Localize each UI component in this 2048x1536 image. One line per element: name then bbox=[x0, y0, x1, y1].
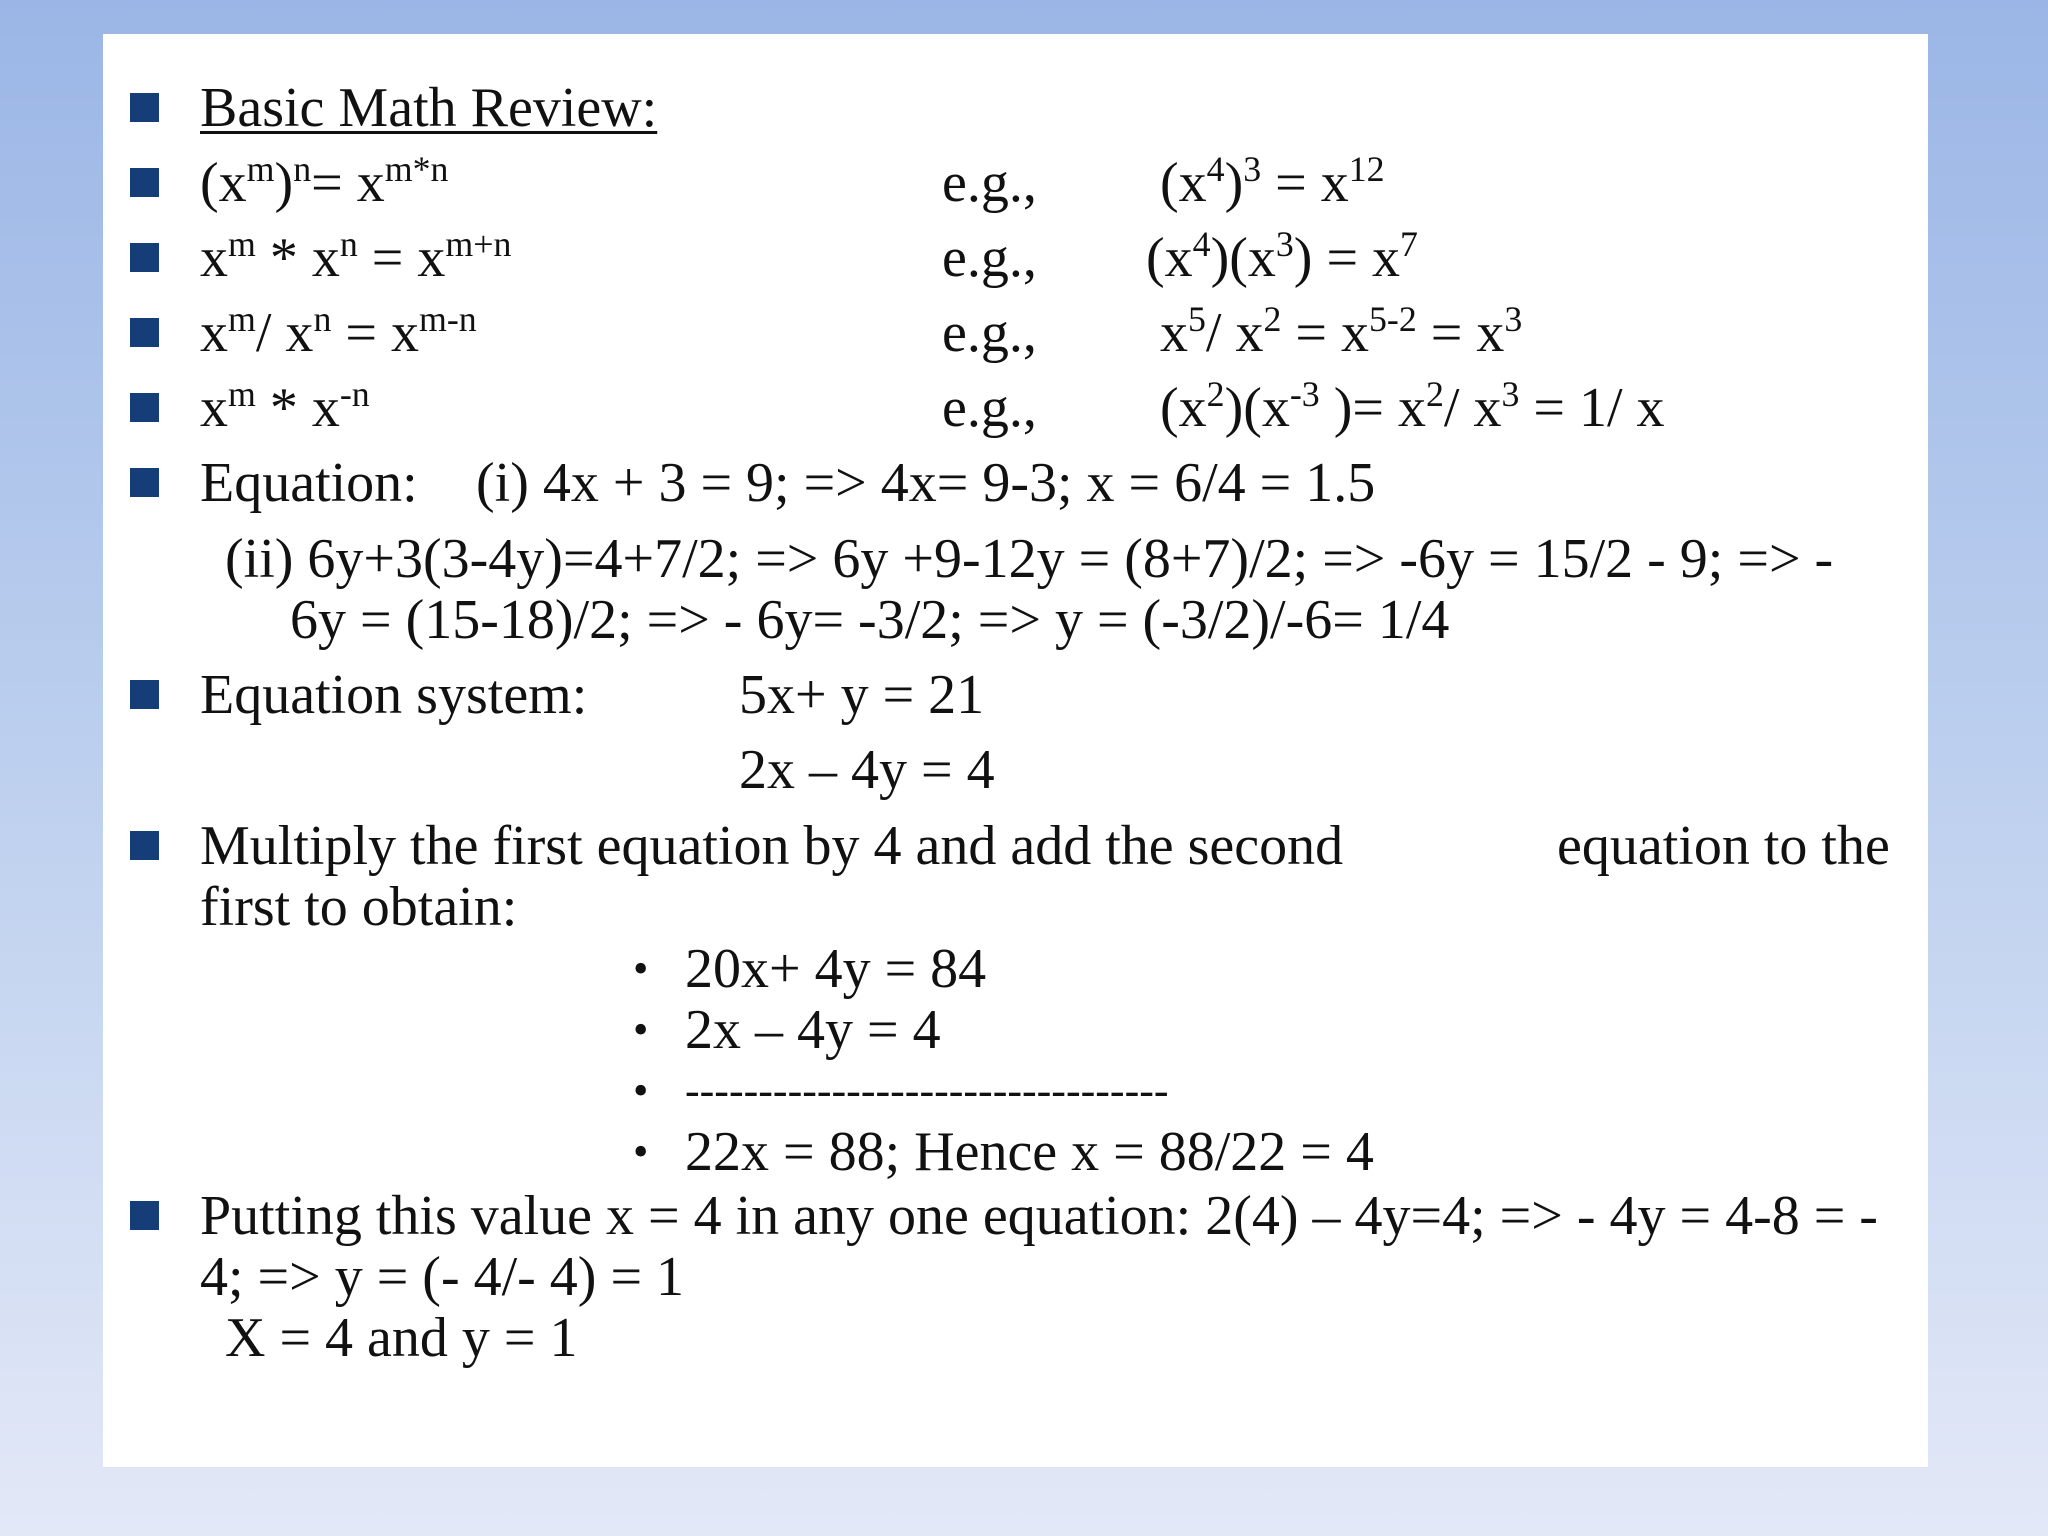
step-text: 2x – 4y = 4 bbox=[685, 999, 941, 1061]
bullet-square bbox=[130, 468, 159, 497]
rule-eg: e.g., bbox=[942, 227, 1037, 289]
equation-part1: (i) 4x + 3 = 9; => 4x= 9-3; x = 6/4 = 1.5 bbox=[476, 452, 1376, 514]
rule-example: $(x^2)(x^{-3}$ )= $x^2/$ $x^3 = 1/$ x bbox=[1160, 374, 1665, 439]
equation-label: Equation: bbox=[200, 452, 418, 514]
step-bullet: • bbox=[633, 944, 649, 993]
rule-lhs: $(x^m)^n= x^{m*n}$ bbox=[200, 149, 449, 214]
multiply-text-b: equation to the bbox=[1557, 815, 1890, 877]
bullet-square bbox=[130, 393, 159, 422]
rule-eg: e.g., bbox=[942, 377, 1037, 439]
bullet-square bbox=[130, 680, 159, 709]
putting-line3: X = 4 and y = 1 bbox=[225, 1307, 578, 1369]
bullet-square bbox=[130, 318, 159, 347]
equation-part2-line1: (ii) 6y+3(3-4y)=4+7/2; => 6y +9-12y = (8+7)/2; => -6y = 15/2 - 9; => - bbox=[225, 528, 1834, 590]
step-text: 22x = 88; Hence x = 88/22 = 4 bbox=[685, 1121, 1374, 1183]
bullet-square bbox=[130, 93, 159, 122]
slide-title: Basic Math Review: bbox=[200, 77, 658, 139]
bullet-square bbox=[130, 831, 159, 860]
step-bullet: • bbox=[633, 1066, 649, 1115]
step-bullet: • bbox=[633, 1005, 649, 1054]
system-eq2: 2x – 4y = 4 bbox=[739, 739, 995, 801]
rule-lhs: $x^m * x^{-n}$ bbox=[200, 374, 370, 439]
step-divider: --------------------------------- bbox=[685, 1066, 1169, 1115]
rule-eg: e.g., bbox=[942, 302, 1037, 364]
putting-line2: 4; => y = (- 4/- 4) = 1 bbox=[200, 1246, 685, 1308]
rule-example: $x^5/$ $x^2 = x^{5-2} = x^3$ bbox=[1160, 299, 1523, 364]
rule-lhs: $x^m/$ $x^n = x^{m-n}$ bbox=[200, 299, 477, 364]
equation-part2-line2: 6y = (15-18)/2; => - 6y= -3/2; => y = (-3/2)/-6= 1/4 bbox=[290, 589, 1450, 651]
slide bbox=[103, 34, 1928, 1467]
rule-eg: e.g., bbox=[942, 152, 1037, 214]
putting-line1: Putting this value x = 4 in any one equation: 2(4) – 4y=4; => - 4y = 4-8 = - bbox=[200, 1185, 1878, 1247]
bullet-square bbox=[130, 1201, 159, 1230]
step-text: 20x+ 4y = 84 bbox=[685, 938, 987, 1000]
system-eq1: 5x+ y = 21 bbox=[739, 664, 985, 726]
bullet-square bbox=[130, 168, 159, 197]
system-label: Equation system: bbox=[200, 664, 588, 726]
rule-example: $(x^4)(x^3) = x^7$ bbox=[1146, 224, 1418, 289]
multiply-text-a: Multiply the first equation by 4 and add the second bbox=[200, 815, 1344, 877]
step-bullet: • bbox=[633, 1127, 649, 1176]
rule-example: $(x^4)^3 = x^{12}$ bbox=[1160, 149, 1385, 214]
bullet-square bbox=[130, 243, 159, 272]
multiply-text-c: first to obtain: bbox=[200, 876, 518, 938]
rule-lhs: $x^m * x^n = x^{m+n}$ bbox=[200, 224, 512, 289]
